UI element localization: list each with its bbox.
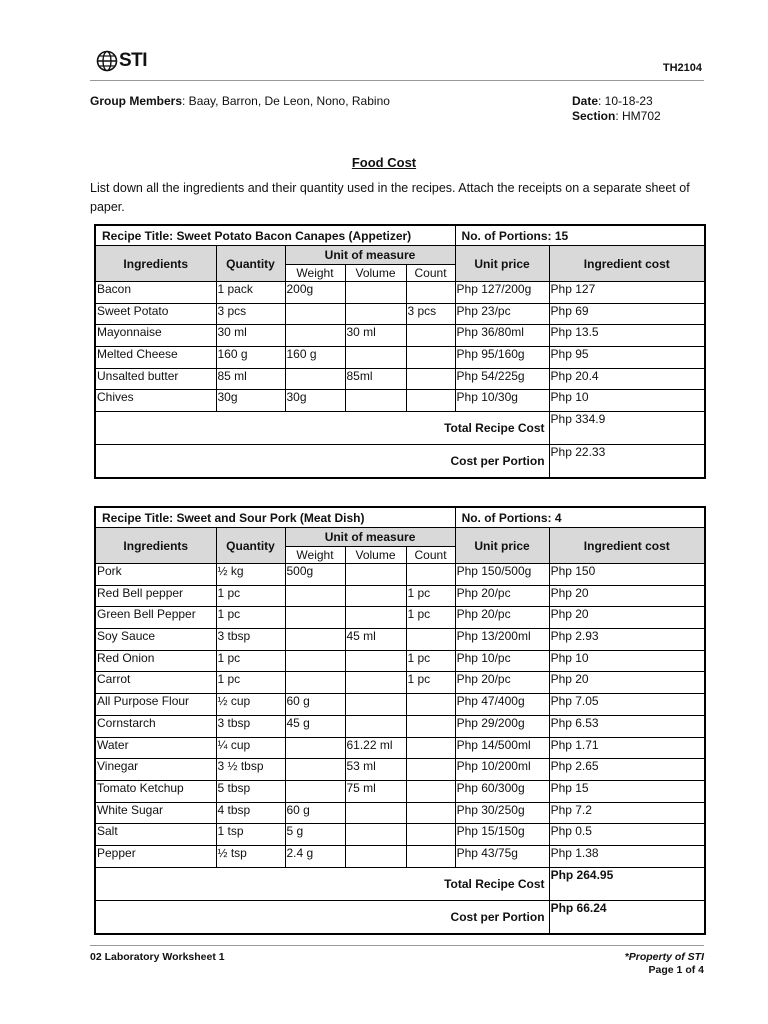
cell-volume (345, 347, 406, 369)
cell-cost: Php 10 (549, 650, 705, 672)
cell-count: 1 pc (406, 672, 455, 694)
cell-cost: Php 7.2 (549, 802, 705, 824)
cell-weight: 45 g (285, 715, 345, 737)
table-row (95, 780, 705, 802)
cell-weight (285, 629, 345, 651)
cell-count: 1 pc (406, 607, 455, 629)
cell-weight: 5 g (285, 824, 345, 846)
table-row (95, 802, 705, 824)
cell-unit-price: Php 29/200g (455, 715, 549, 737)
cell-count (406, 759, 455, 781)
cost-per-portion: Php 22.33 (549, 445, 705, 479)
col-ingredients: Ingredients (95, 246, 216, 282)
total-recipe-cost-label: Total Recipe Cost (95, 412, 549, 445)
cell-count (406, 564, 455, 586)
cell-ingredient: Red Onion (95, 650, 216, 672)
cell-quantity: 4 tbsp (216, 802, 285, 824)
cell-count (406, 694, 455, 716)
cell-cost: Php 10 (549, 390, 705, 412)
cell-count (406, 390, 455, 412)
cell-ingredient: Carrot (95, 672, 216, 694)
recipe-title: Recipe Title: Sweet Potato Bacon Canapes (Appetizer) (95, 225, 455, 246)
table-row (95, 694, 705, 716)
col-weight: Weight (285, 265, 345, 282)
members-value: : Baay, Barron, De Leon, Nono, Rabino (182, 94, 390, 108)
cell-cost: Php 2.93 (549, 629, 705, 651)
cell-volume (345, 390, 406, 412)
col-uom: Unit of measure (285, 246, 455, 265)
cell-count: 1 pc (406, 650, 455, 672)
cell-volume (345, 282, 406, 304)
cell-cost: Php 20.4 (549, 368, 705, 390)
cell-volume (345, 802, 406, 824)
cell-unit-price: Php 10/200ml (455, 759, 549, 781)
cell-quantity: 85 ml (216, 368, 285, 390)
table-row (95, 650, 705, 672)
cell-quantity: 5 tbsp (216, 780, 285, 802)
cell-unit-price: Php 10/30g (455, 390, 549, 412)
cell-cost: Php 20 (549, 607, 705, 629)
date-label: Date (572, 94, 599, 108)
cell-quantity: 30 ml (216, 325, 285, 347)
cell-weight: 160 g (285, 347, 345, 369)
cell-volume (345, 585, 406, 607)
cell-unit-price: Php 54/225g (455, 368, 549, 390)
cell-cost: Php 6.53 (549, 715, 705, 737)
cell-quantity: ½ cup (216, 694, 285, 716)
section-label: Section (572, 109, 616, 123)
table-row (95, 347, 705, 369)
recipe-rows-1 (95, 282, 705, 412)
cell-unit-price: Php 20/pc (455, 585, 549, 607)
cell-volume (345, 650, 406, 672)
cost-per-portion: Php 66.24 (549, 900, 705, 934)
cell-weight (285, 303, 345, 325)
cell-count (406, 325, 455, 347)
section-value: : HM702 (615, 109, 661, 123)
col-count: Count (406, 547, 455, 564)
cell-quantity: 1 pc (216, 672, 285, 694)
cell-cost: Php 1.38 (549, 845, 705, 867)
table-row (95, 303, 705, 325)
col-quantity: Quantity (216, 246, 285, 282)
cell-unit-price: Php 30/250g (455, 802, 549, 824)
cell-ingredient: Pepper (95, 845, 216, 867)
table-row (95, 672, 705, 694)
cell-quantity: 160 g (216, 347, 285, 369)
cell-quantity: ¼ cup (216, 737, 285, 759)
cell-weight (285, 325, 345, 347)
page-title-text: Food Cost (351, 155, 417, 170)
col-uom: Unit of measure (285, 528, 455, 547)
cost-per-portion-label: Cost per Portion (95, 900, 549, 934)
table-row (95, 390, 705, 412)
total-recipe-cost: Php 334.9 (549, 412, 705, 445)
table-row (95, 368, 705, 390)
cell-ingredient: All Purpose Flour (95, 694, 216, 716)
cell-quantity: 1 tsp (216, 824, 285, 846)
col-count: Count (406, 265, 455, 282)
cell-count: 1 pc (406, 585, 455, 607)
cell-ingredient: Unsalted butter (95, 368, 216, 390)
cell-volume (345, 694, 406, 716)
cell-quantity: 30g (216, 390, 285, 412)
table-row (95, 564, 705, 586)
col-ingredients: Ingredients (95, 528, 216, 564)
cell-count (406, 282, 455, 304)
cell-unit-price: Php 20/pc (455, 607, 549, 629)
recipe-table-2 (94, 506, 706, 935)
cell-ingredient: Melted Cheese (95, 347, 216, 369)
cell-volume (345, 824, 406, 846)
footer-worksheet: 02 Laboratory Worksheet 1 (90, 951, 225, 963)
cell-cost: Php 1.71 (549, 737, 705, 759)
cell-ingredient: Soy Sauce (95, 629, 216, 651)
table-row (95, 737, 705, 759)
cell-quantity: ½ kg (216, 564, 285, 586)
document-code: TH2104 (662, 62, 702, 74)
footer-rule (90, 945, 704, 946)
cell-count (406, 347, 455, 369)
group-members (90, 94, 390, 108)
cell-weight (285, 607, 345, 629)
cell-volume: 45 ml (345, 629, 406, 651)
cell-quantity: 3 ½ tbsp (216, 759, 285, 781)
cost-per-portion-label: Cost per Portion (95, 445, 549, 479)
cell-weight (285, 672, 345, 694)
cell-weight (285, 780, 345, 802)
table-row (95, 715, 705, 737)
table-row (95, 759, 705, 781)
page-title (0, 155, 768, 170)
cell-cost: Php 2.65 (549, 759, 705, 781)
cell-cost: Php 127 (549, 282, 705, 304)
cell-weight: 60 g (285, 802, 345, 824)
cell-weight: 500g (285, 564, 345, 586)
cell-quantity: 1 pc (216, 607, 285, 629)
cell-quantity: 3 tbsp (216, 629, 285, 651)
cell-weight: 2.4 g (285, 845, 345, 867)
cell-weight: 30g (285, 390, 345, 412)
cell-cost: Php 150 (549, 564, 705, 586)
col-weight: Weight (285, 547, 345, 564)
cell-unit-price: Php 150/500g (455, 564, 549, 586)
cell-unit-price: Php 10/pc (455, 650, 549, 672)
cell-ingredient: Tomato Ketchup (95, 780, 216, 802)
total-recipe-cost-label: Total Recipe Cost (95, 867, 549, 900)
cell-count (406, 780, 455, 802)
cell-weight (285, 368, 345, 390)
cell-volume: 30 ml (345, 325, 406, 347)
cell-weight: 200g (285, 282, 345, 304)
cell-unit-price: Php 23/pc (455, 303, 549, 325)
cell-ingredient: Chives (95, 390, 216, 412)
cell-unit-price: Php 43/75g (455, 845, 549, 867)
cell-quantity: 3 tbsp (216, 715, 285, 737)
cell-unit-price: Php 13/200ml (455, 629, 549, 651)
cell-cost: Php 0.5 (549, 824, 705, 846)
cell-unit-price: Php 14/500ml (455, 737, 549, 759)
cell-volume: 75 ml (345, 780, 406, 802)
cell-volume (345, 303, 406, 325)
col-unit-price: Unit price (455, 246, 549, 282)
cell-weight (285, 585, 345, 607)
cell-cost: Php 20 (549, 585, 705, 607)
cell-cost: Php 20 (549, 672, 705, 694)
cell-count (406, 629, 455, 651)
cell-ingredient: Green Bell Pepper (95, 607, 216, 629)
cell-count (406, 802, 455, 824)
cell-quantity: 1 pack (216, 282, 285, 304)
cell-unit-price: Php 95/160g (455, 347, 549, 369)
cell-ingredient: White Sugar (95, 802, 216, 824)
cell-cost: Php 15 (549, 780, 705, 802)
col-unit-price: Unit price (455, 528, 549, 564)
cell-count (406, 824, 455, 846)
table-row (95, 629, 705, 651)
recipe-portions: No. of Portions: 15 (455, 225, 705, 246)
recipe-rows-2 (95, 564, 705, 868)
cell-cost: Php 95 (549, 347, 705, 369)
table-row (95, 607, 705, 629)
cell-weight (285, 737, 345, 759)
cell-quantity: 1 pc (216, 650, 285, 672)
table-row (95, 845, 705, 867)
table-row (95, 585, 705, 607)
cell-volume: 61.22 ml (345, 737, 406, 759)
cell-volume (345, 845, 406, 867)
cell-ingredient: Pork (95, 564, 216, 586)
cell-cost: Php 69 (549, 303, 705, 325)
instructions: List down all the ingredients and their quantity used in the recipes. Attach the receipts on a separate sheet of paper. (90, 181, 690, 214)
cell-unit-price: Php 60/300g (455, 780, 549, 802)
cell-unit-price: Php 36/80ml (455, 325, 549, 347)
recipe-portions: No. of Portions: 4 (455, 507, 705, 528)
cell-volume: 53 ml (345, 759, 406, 781)
cell-ingredient: Red Bell pepper (95, 585, 216, 607)
col-ingredient-cost: Ingredient cost (549, 246, 705, 282)
cell-volume (345, 672, 406, 694)
cell-count (406, 368, 455, 390)
cell-unit-price: Php 127/200g (455, 282, 549, 304)
cell-quantity: 3 pcs (216, 303, 285, 325)
footer-page: Page 1 of 4 (648, 964, 704, 976)
col-volume: Volume (345, 547, 406, 564)
cell-ingredient: Bacon (95, 282, 216, 304)
cell-unit-price: Php 20/pc (455, 672, 549, 694)
cell-cost: Php 7.05 (549, 694, 705, 716)
members-label: Group Members (90, 94, 183, 108)
total-recipe-cost: Php 264.95 (549, 867, 705, 900)
cell-count (406, 715, 455, 737)
cell-quantity: 1 pc (216, 585, 285, 607)
cell-ingredient: Mayonnaise (95, 325, 216, 347)
cell-ingredient: Salt (95, 824, 216, 846)
cell-count: 3 pcs (406, 303, 455, 325)
date (572, 94, 653, 108)
footer-property: *Property of STI (624, 951, 704, 963)
cell-cost: Php 13.5 (549, 325, 705, 347)
table-row (95, 824, 705, 846)
cell-ingredient: Vinegar (95, 759, 216, 781)
date-value: : 10-18-23 (598, 94, 653, 108)
recipe-table-1 (94, 224, 706, 479)
cell-volume (345, 607, 406, 629)
footer-right (625, 951, 704, 977)
cell-count (406, 845, 455, 867)
col-volume: Volume (345, 265, 406, 282)
globe-icon (96, 50, 118, 72)
cell-quantity: ½ tsp (216, 845, 285, 867)
col-ingredient-cost: Ingredient cost (549, 528, 705, 564)
cell-volume (345, 564, 406, 586)
cell-weight: 60 g (285, 694, 345, 716)
table-row (95, 282, 705, 304)
cell-weight (285, 650, 345, 672)
cell-unit-price: Php 47/400g (455, 694, 549, 716)
cell-weight (285, 759, 345, 781)
col-quantity: Quantity (216, 528, 285, 564)
cell-ingredient: Cornstarch (95, 715, 216, 737)
recipe-title: Recipe Title: Sweet and Sour Pork (Meat Dish) (95, 507, 455, 528)
header-rule (90, 80, 704, 81)
cell-ingredient: Water (95, 737, 216, 759)
section (572, 109, 661, 123)
cell-count (406, 737, 455, 759)
cell-unit-price: Php 15/150g (455, 824, 549, 846)
cell-volume: 85ml (345, 368, 406, 390)
sti-logo (96, 50, 147, 72)
cell-volume (345, 715, 406, 737)
cell-ingredient: Sweet Potato (95, 303, 216, 325)
logo-text: STI (119, 50, 148, 71)
table-row (95, 325, 705, 347)
